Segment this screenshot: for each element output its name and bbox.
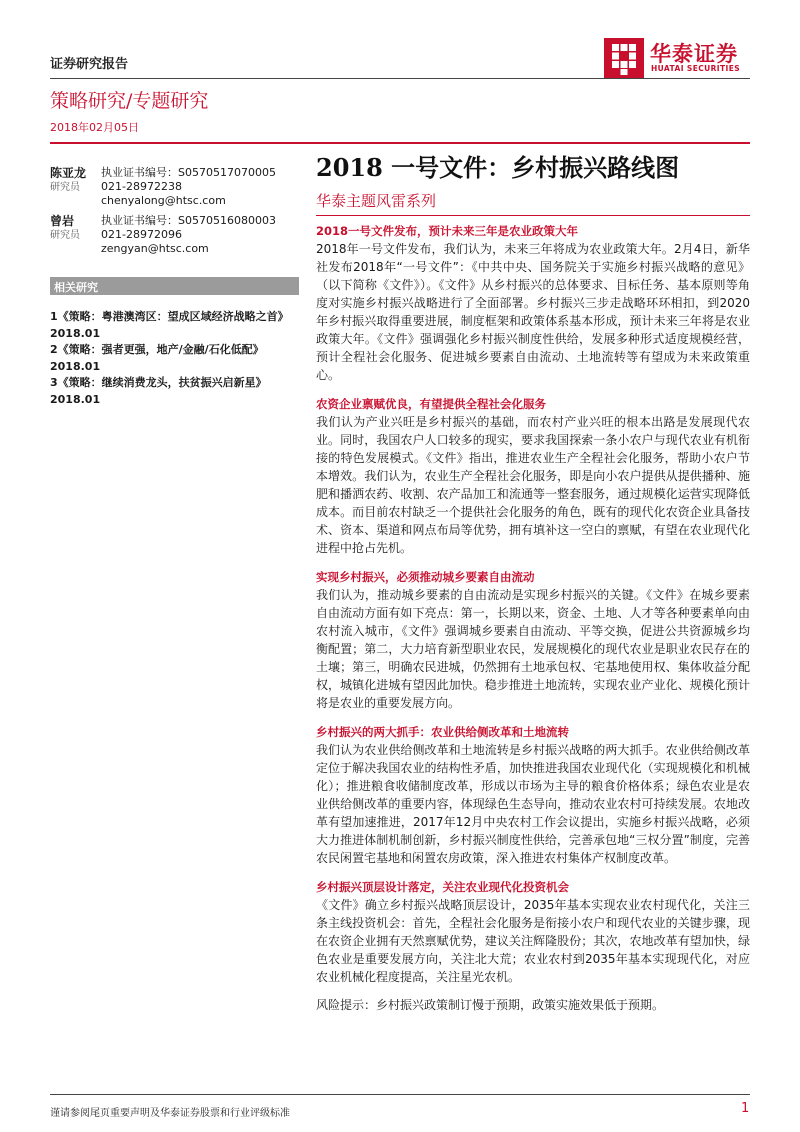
analyst-card: [50, 214, 300, 260]
footer-divider: [50, 1094, 750, 1095]
publish-date: 2018年02月05日: [50, 121, 139, 134]
logo-name-en: HUATAI SECURITIES: [651, 64, 741, 73]
page-number: 1: [741, 1101, 750, 1116]
related-research-item[interactable]: 3《策略：继续消费龙头，扶贫振兴启新星》2018.01: [50, 376, 267, 406]
analyst-name: 曾岩: [50, 214, 75, 228]
subtitle-divider: [316, 215, 750, 216]
company-logo: [604, 36, 754, 80]
analyst-role: 研究员: [50, 182, 80, 193]
section-heading: 2018一号文件发布，预计未来三年是农业政策大年: [316, 224, 579, 238]
section-heading: 农资企业禀赋优良，有望提供全程社会化服务: [316, 397, 546, 411]
section-heading: 乡村振兴的两大抓手：农业供给侧改革和土地流转: [316, 725, 569, 739]
report-body: [316, 222, 750, 1014]
analyst-license: 执业证书编号：S0570517070005: [101, 166, 276, 179]
huatai-logo-icon: [604, 38, 644, 78]
analyst-name: 陈亚龙: [50, 166, 87, 180]
risk-warning: 风险提示：乡村振兴政策制订慢于预期，政策实施效果低于预期。: [316, 998, 665, 1012]
analyst-license: 执业证书编号：S0570516080003: [101, 214, 276, 227]
related-research-item[interactable]: 1《策略：粤港澳湾区：望成区域经济战略之首》2018.01: [50, 310, 289, 340]
analyst-phone: 021-28972096: [101, 228, 182, 241]
section-paragraph: 我们认为产业兴旺是乡村振兴的基础，而农村产业兴旺的根本出路是发展现代农业。同时，我国农户人口较多的现实，要求我国探索一条小农户与现代农业有机衔接的特色发展模式。《文件》指出，推进农业生产全程社会化服务，帮助小农户节本增效。我们认为，农业生产全程社会化服务，即是向小农户提供从提供播种、施肥和播洒农药、收割、农产品加工和流通等一整套服务，通过规模化运营实现降低成本。而目前农村缺乏一个提供社会化服务的角色，既有的现代化农资企业具备技术、资本、渠道和网点布局等优势，拥有填补这一空白的禀赋，有望在农业现代化进程中抢占先机。: [316, 415, 750, 555]
section-paragraph: 2018年一号文件发布，我们认为，未来三年将成为农业政策大年。2月4日，新华社发布2018年“一号文件”：《中共中央、国务院关于实施乡村振兴战略的意见》（以下简称《文件》）。《文件》从乡村振兴的总体要求、目标任务、基本原则等角度对实施乡村振兴战略进行了全面部署。乡村振兴三步走战略环环相扣，到2020年乡村振兴取得重要进展，制度框架和政策体系基本形成，预计未来三年将是农业政策大年。《文件》强调强化乡村振兴制度性供给，发展多种形式适度规模经营，预计全程社会化服务、促进城乡要素自由流动、土地流转等有望成为未来政策重心。: [316, 242, 750, 382]
related-research-list: [50, 309, 302, 408]
section-paragraph: 我们认为农业供给侧改革和土地流转是乡村振兴战略的两大抓手。农业供给侧改革定位于解决我国农业的结构性矛盾，加快推进我国农业现代化（实现规模化和机械化）；推进粮食收储制度改革，形成以市场为主导的粮食价格体系；绿色农业是农业供给侧改革的重要内容，体现绿色生态导向，推动农业农村可持续发展。农地改革有望加速推进，2017年12月中央农村工作会议提出，实施乡村振兴战略，必须大力推进体制机制创新，乡村振兴制度性供给，完善承包地“三权分置”制度，完善农民闲置宅基地和闲置农房政策，深入推进农村集体产权制度改革。: [316, 743, 750, 865]
header-divider: [50, 78, 750, 79]
report-type-label: 证券研究报告: [50, 57, 129, 72]
header-red-divider: [50, 142, 750, 144]
analyst-phone: 021-28972238: [101, 180, 182, 193]
section-heading: 实现乡村振兴，必须推动城乡要素自由流动: [316, 570, 535, 584]
report-category: 策略研究/专题研究: [50, 90, 209, 112]
analyst-card: [50, 166, 300, 212]
logo-name-cn: 华泰证券: [650, 42, 738, 66]
report-subtitle: 华泰主题风雷系列: [316, 192, 437, 210]
section-heading: 乡村振兴顶层设计落定，关注农业现代化投资机会: [316, 880, 569, 894]
report-title: 2018 一号文件：乡村振兴路线图: [316, 153, 680, 182]
related-research-item[interactable]: 2《策略：强者更强，地产/金融/石化低配》2018.01: [50, 343, 264, 373]
section-paragraph: 《文件》确立乡村振兴战略顶层设计，2035年基本实现农业农村现代化，关注三条主线投资机会：首先，全程社会化服务是衔接小农户和现代农业的关键步骤，现在农资企业拥有天然禀赋优势，建议关注辉隆股份；其次，农地改革有望加快，绿色农业是重要发展方向，关注北大荒；农业农村到2035年基本实现现代化，对应农业机械化程度提高，关注星光农机。: [316, 898, 750, 984]
related-research-header: [50, 277, 299, 295]
footer-disclaimer: 谨请参阅尾页重要声明及华泰证券股票和行业评级标准: [50, 1108, 290, 1119]
analyst-email[interactable]: zengyan@htsc.com: [101, 242, 209, 255]
analyst-role: 研究员: [50, 230, 80, 241]
analyst-email[interactable]: chenyalong@htsc.com: [101, 194, 226, 207]
section-paragraph: 我们认为，推动城乡要素的自由流动是实现乡村振兴的关键。《文件》在城乡要素自由流动方面有如下亮点：第一，长期以来，资金、土地、人才等各种要素单向由农村流入城市，《文件》强调城乡要素自由流动、平等交换，促进公共资源城乡均衡配置；第二，大力培育新型职业农民，发展规模化的现代农业是职业农民存在的土壤；第三，明确农民进城，仍然拥有土地承包权、宅基地使用权、集体收益分配权，城镇化进城有望因此加快。稳步推进土地流转，实现农业产业化、规模化预计将是农业的重要发展方向。: [316, 588, 750, 710]
related-research-title: 相关研究: [54, 281, 98, 294]
